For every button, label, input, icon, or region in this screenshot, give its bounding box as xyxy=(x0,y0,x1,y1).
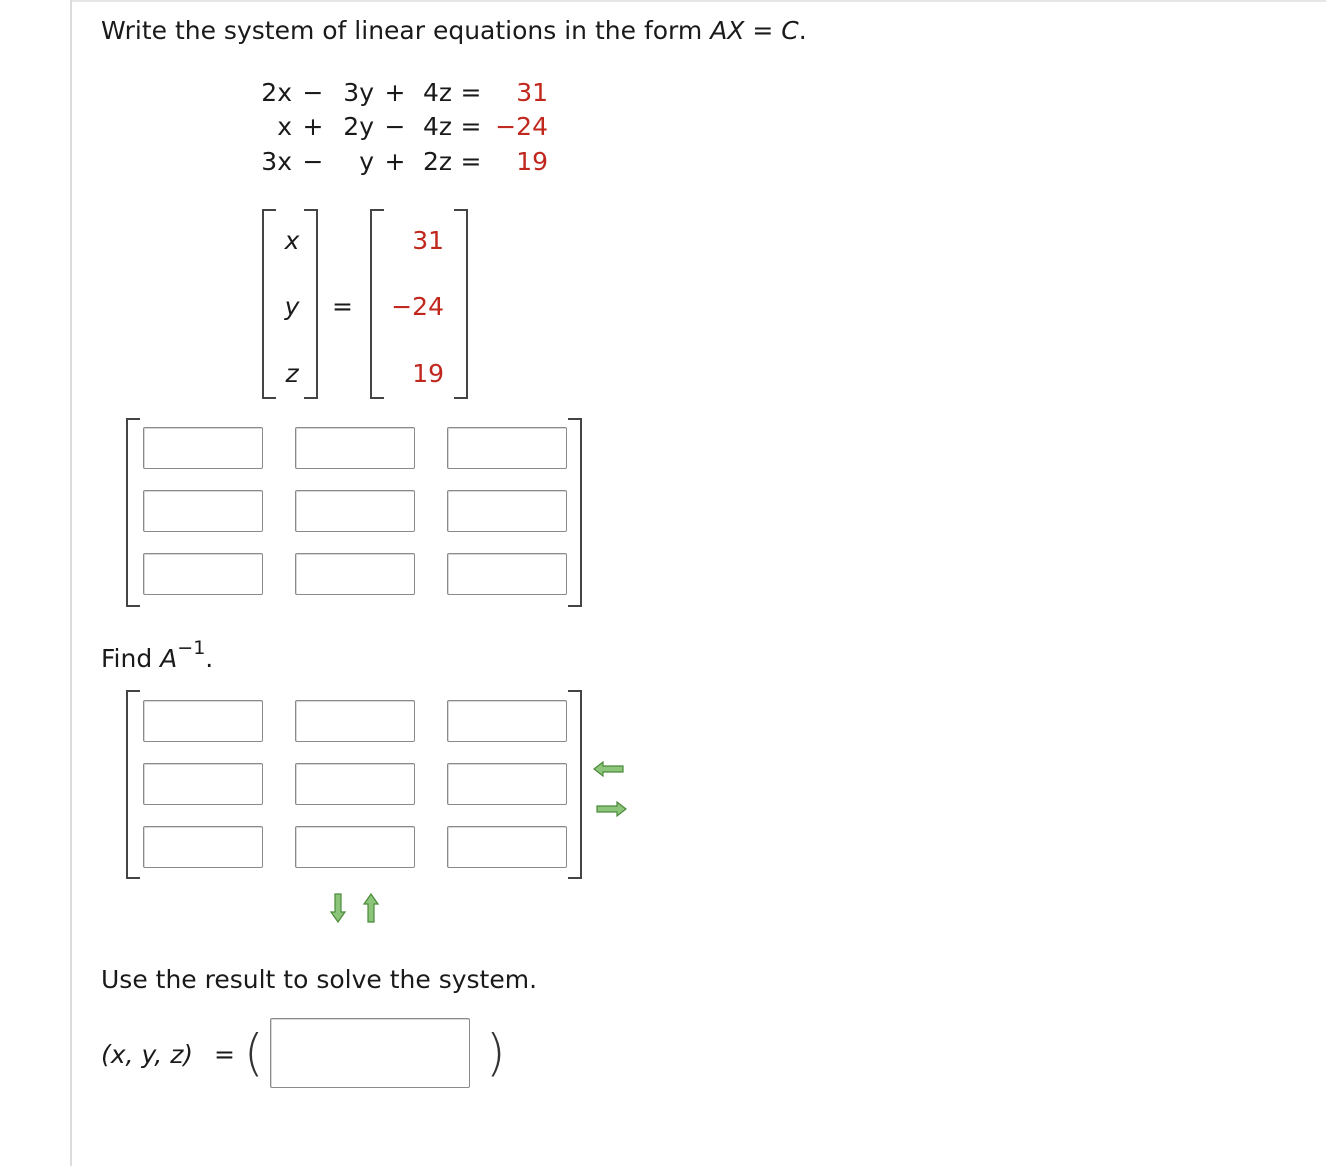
c-vector-value-3: 19 xyxy=(412,359,444,388)
eq1-y-term: 3y xyxy=(343,78,374,107)
eq2-rhs: −24 xyxy=(495,112,548,141)
matrix-equals: = xyxy=(332,292,353,321)
inverse-left-bracket xyxy=(126,690,140,879)
solve-label: Use the result to solve the system. xyxy=(101,965,538,994)
matrix-a-cell-r2c1[interactable] xyxy=(143,490,263,532)
eq1-op1: − xyxy=(302,78,324,107)
add-row-button[interactable] xyxy=(330,893,346,923)
eq2-z-term: 4z xyxy=(422,112,452,141)
matrix-a-cell-r3c3[interactable] xyxy=(447,553,567,595)
tuple-equals: = xyxy=(214,1040,235,1069)
eq3-op1: − xyxy=(302,147,324,176)
x-vector-y: y xyxy=(284,292,300,321)
eq1-equals: = xyxy=(460,78,482,107)
remove-row-button[interactable] xyxy=(363,893,379,923)
tuple-label: (x, y, z) xyxy=(101,1040,194,1069)
matrix-a-cell-r1c3[interactable] xyxy=(447,427,567,469)
tuple-open-paren: ( xyxy=(244,1024,264,1082)
inverse-cell-r3c1[interactable] xyxy=(143,826,263,868)
eq1-z-term: 4z xyxy=(422,78,452,107)
inverse-right-bracket xyxy=(568,690,582,879)
inverse-cell-r2c1[interactable] xyxy=(143,763,263,805)
top-rule xyxy=(72,0,1326,2)
eq2-x-term: x xyxy=(277,112,292,141)
eq1-rhs: 31 xyxy=(516,78,548,107)
eq3-op2: + xyxy=(384,147,406,176)
arrow-left-icon xyxy=(592,761,626,777)
eq3-x-term: 3x xyxy=(261,147,292,176)
inverse-cell-r3c3[interactable] xyxy=(447,826,567,868)
inverse-cell-r2c3[interactable] xyxy=(447,763,567,805)
remove-column-button[interactable] xyxy=(592,754,626,770)
solution-input[interactable] xyxy=(270,1018,470,1088)
matrix-a-cell-r2c2[interactable] xyxy=(295,490,415,532)
c-vector-value-2: −24 xyxy=(391,292,444,321)
matrix-a-cell-r1c1[interactable] xyxy=(143,427,263,469)
matrix-a-cell-r3c1[interactable] xyxy=(143,553,263,595)
inverse-cell-r2c2[interactable] xyxy=(295,763,415,805)
arrow-up-icon xyxy=(363,893,379,923)
eq2-op2: − xyxy=(384,112,406,141)
arrow-right-icon xyxy=(594,801,628,817)
add-column-button[interactable] xyxy=(594,794,628,810)
matrix-a-right-bracket xyxy=(568,418,582,607)
matrix-a-cell-r2c3[interactable] xyxy=(447,490,567,532)
eq3-z-term: 2z xyxy=(422,147,452,176)
x-vector-z: z xyxy=(285,359,299,388)
inverse-cell-r1c2[interactable] xyxy=(295,700,415,742)
inverse-cell-r3c2[interactable] xyxy=(295,826,415,868)
eq2-equals: = xyxy=(460,112,482,141)
c-vector-value-1: 31 xyxy=(412,226,444,255)
matrix-a-cell-r3c2[interactable] xyxy=(295,553,415,595)
inverse-cell-r1c3[interactable] xyxy=(447,700,567,742)
c-vector-right-bracket xyxy=(454,209,468,399)
find-inverse-label: Find $A^{-1}$. xyxy=(101,637,214,673)
eq3-equals: = xyxy=(460,147,482,176)
matrix-a-left-bracket xyxy=(126,418,140,607)
inverse-cell-r1c1[interactable] xyxy=(143,700,263,742)
arrow-down-icon xyxy=(330,893,346,923)
tuple-close-paren: ) xyxy=(486,1024,506,1082)
x-vector-x: x xyxy=(284,226,300,255)
matrix-a-cell-r1c2[interactable] xyxy=(295,427,415,469)
eq3-y-term: y xyxy=(359,147,374,176)
eq2-y-term: 2y xyxy=(343,112,374,141)
left-rule xyxy=(70,0,72,1166)
prompt-text: Write the system of linear equations in the form AX = C. xyxy=(101,16,807,45)
eq2-op1: + xyxy=(302,112,324,141)
eq3-rhs: 19 xyxy=(516,147,548,176)
eq1-x-term: 2x xyxy=(261,78,292,107)
eq1-op2: + xyxy=(384,78,406,107)
